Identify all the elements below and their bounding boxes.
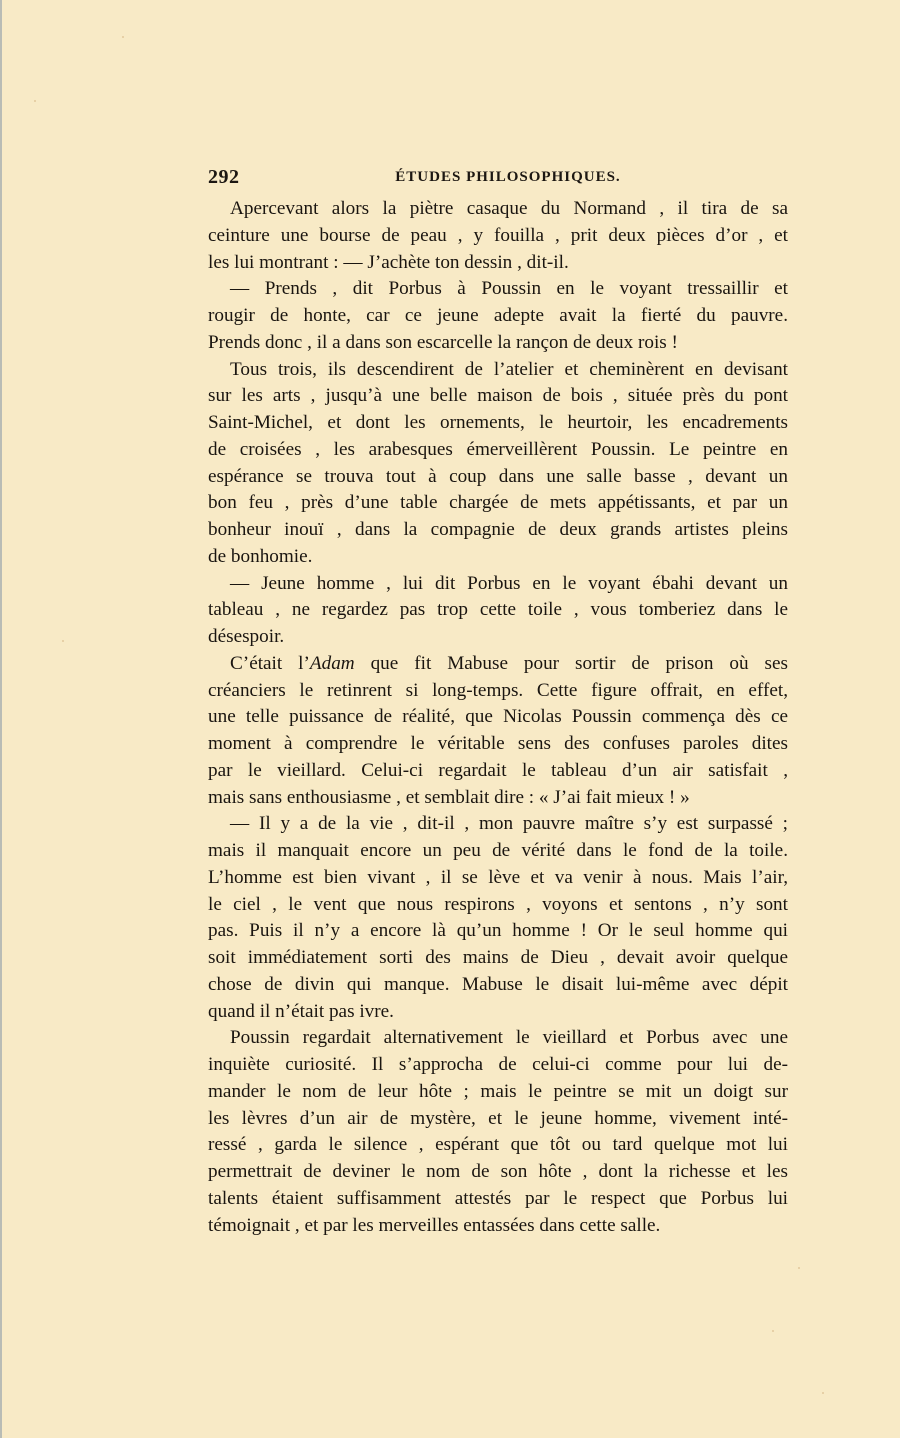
running-head <box>208 166 788 194</box>
text-line: ressé , garda le silence , espérant que tôt ou tard quelque mot lui <box>208 1134 788 1156</box>
paper-speckle <box>34 100 36 102</box>
text-line: créanciers le retinrent si long-temps. Cette figure offrait, en effet, <box>208 679 788 701</box>
text-line: bon feu , près d’une table chargée de mets appétissants, et par un <box>208 492 788 514</box>
text-line <box>208 651 788 678</box>
text-line: soit immédiatement sorti des mains de Dieu , devait avoir quelque <box>208 947 788 968</box>
text-line: — Il y a de la vie , dit-il , mon pauvre maître s’y est surpassé ; <box>230 813 788 835</box>
text-line: de croisées , les arabesques émerveillèrent Poussin. Le peintre en <box>208 438 788 460</box>
text-line: témoignait , et par les merveilles entassées dans cette salle. <box>208 1214 661 1236</box>
text-line: talents étaient suffisamment attestés par le respect que Porbus lui <box>208 1187 788 1209</box>
text-line: chose de divin qui manque. Mabuse le disait lui-même avec dépit <box>208 973 788 995</box>
text-line: mander le nom de leur hôte ; mais le peintre se mit un doigt sur <box>208 1080 788 1102</box>
text-line: mais sans enthousiasme , et semblait dire : « J’ai fait mieux ! » <box>208 786 690 808</box>
text-line: Tous trois, ils descendirent de l’atelier et cheminèrent en devisant <box>230 358 788 380</box>
paper-speckle <box>772 1330 774 1332</box>
text-line: le ciel , le vent que nous respirons , voyons et sentons , n’y sont <box>208 893 788 915</box>
text-line: les lui montrant : — J’achète ton dessin , dit-il. <box>208 251 569 273</box>
text-run: que fit Mabuse pour sortir de prison où ses <box>354 652 788 674</box>
text-line: de bonhomie. <box>208 545 313 567</box>
text-line: rougir de honte, car ce jeune adepte avait la fierté du pauvre. <box>208 305 788 326</box>
text-line: les lèvres d’un air de mystère, et le jeune homme, vivement inté- <box>208 1107 788 1129</box>
text-line: Prends donc , il a dans son escarcelle la rançon de deux rois ! <box>208 331 678 353</box>
text-line: bonheur inouï , dans la compagnie de deux grands artistes pleins <box>208 519 788 540</box>
text-line: Apercevant alors la piètre casaque du Normand , il tira de sa <box>230 198 788 219</box>
text-line: quand il n’était pas ivre. <box>208 1000 394 1022</box>
paper-speckle <box>822 1392 824 1394</box>
text-line: L’homme est bien vivant , il se lève et va venir à nous. Mais l’air, <box>208 866 788 888</box>
text-line: par le vieillard. Celui-ci regardait le tableau d’un air satisfait , <box>208 759 788 781</box>
text-line: — Prends , dit Porbus à Poussin en le voyant tressaillir et <box>230 278 788 300</box>
running-title: ÉTUDES PHILOSOPHIQUES. <box>395 169 621 185</box>
italic-title-adam: Adam <box>309 652 355 674</box>
body-text <box>208 196 788 1239</box>
paper-speckle <box>798 1267 800 1269</box>
text-line: tableau , ne regardez pas trop cette toile , vous tomberiez dans le <box>208 599 788 621</box>
text-line: — Jeune homme , lui dit Porbus en le voyant ébahi devant un <box>230 572 788 594</box>
text-line: désespoir. <box>208 626 285 647</box>
text-line: une telle puissance de réalité, que Nicolas Poussin commença dès ce <box>208 706 788 728</box>
paper-speckle <box>62 640 64 642</box>
text-line: espérance se trouva tout à coup dans une salle basse , devant un <box>208 465 788 487</box>
text-line: inquiète curiosité. Il s’approcha de celui-ci comme pour lui de- <box>208 1054 788 1075</box>
text-line: moment à comprendre le véritable sens des confuses paroles dites <box>208 733 788 754</box>
text-line: Saint-Michel, et dont les ornements, le heurtoir, les encadrements <box>208 412 788 433</box>
text-line: Poussin regardait alternativement le vieillard et Porbus avec une <box>230 1027 788 1049</box>
text-line: sur les arts , jusqu’à une belle maison de bois , située près du pont <box>208 385 788 407</box>
text-line: pas. Puis il n’y a encore là qu’un homme ! Or le seul homme qui <box>208 920 788 942</box>
page-number: 292 <box>208 166 240 188</box>
text-line: mais il manquait encore un peu de vérité dans le fond de la toile. <box>208 840 788 861</box>
text-line: ceinture une bourse de peau , y fouilla , prit deux pièces d’or , et <box>208 224 788 246</box>
paper-speckle <box>122 36 124 38</box>
text-line: permettrait de deviner le nom de son hôte , dont la richesse et les <box>208 1161 788 1182</box>
text-run: C’était l’ <box>230 652 310 674</box>
